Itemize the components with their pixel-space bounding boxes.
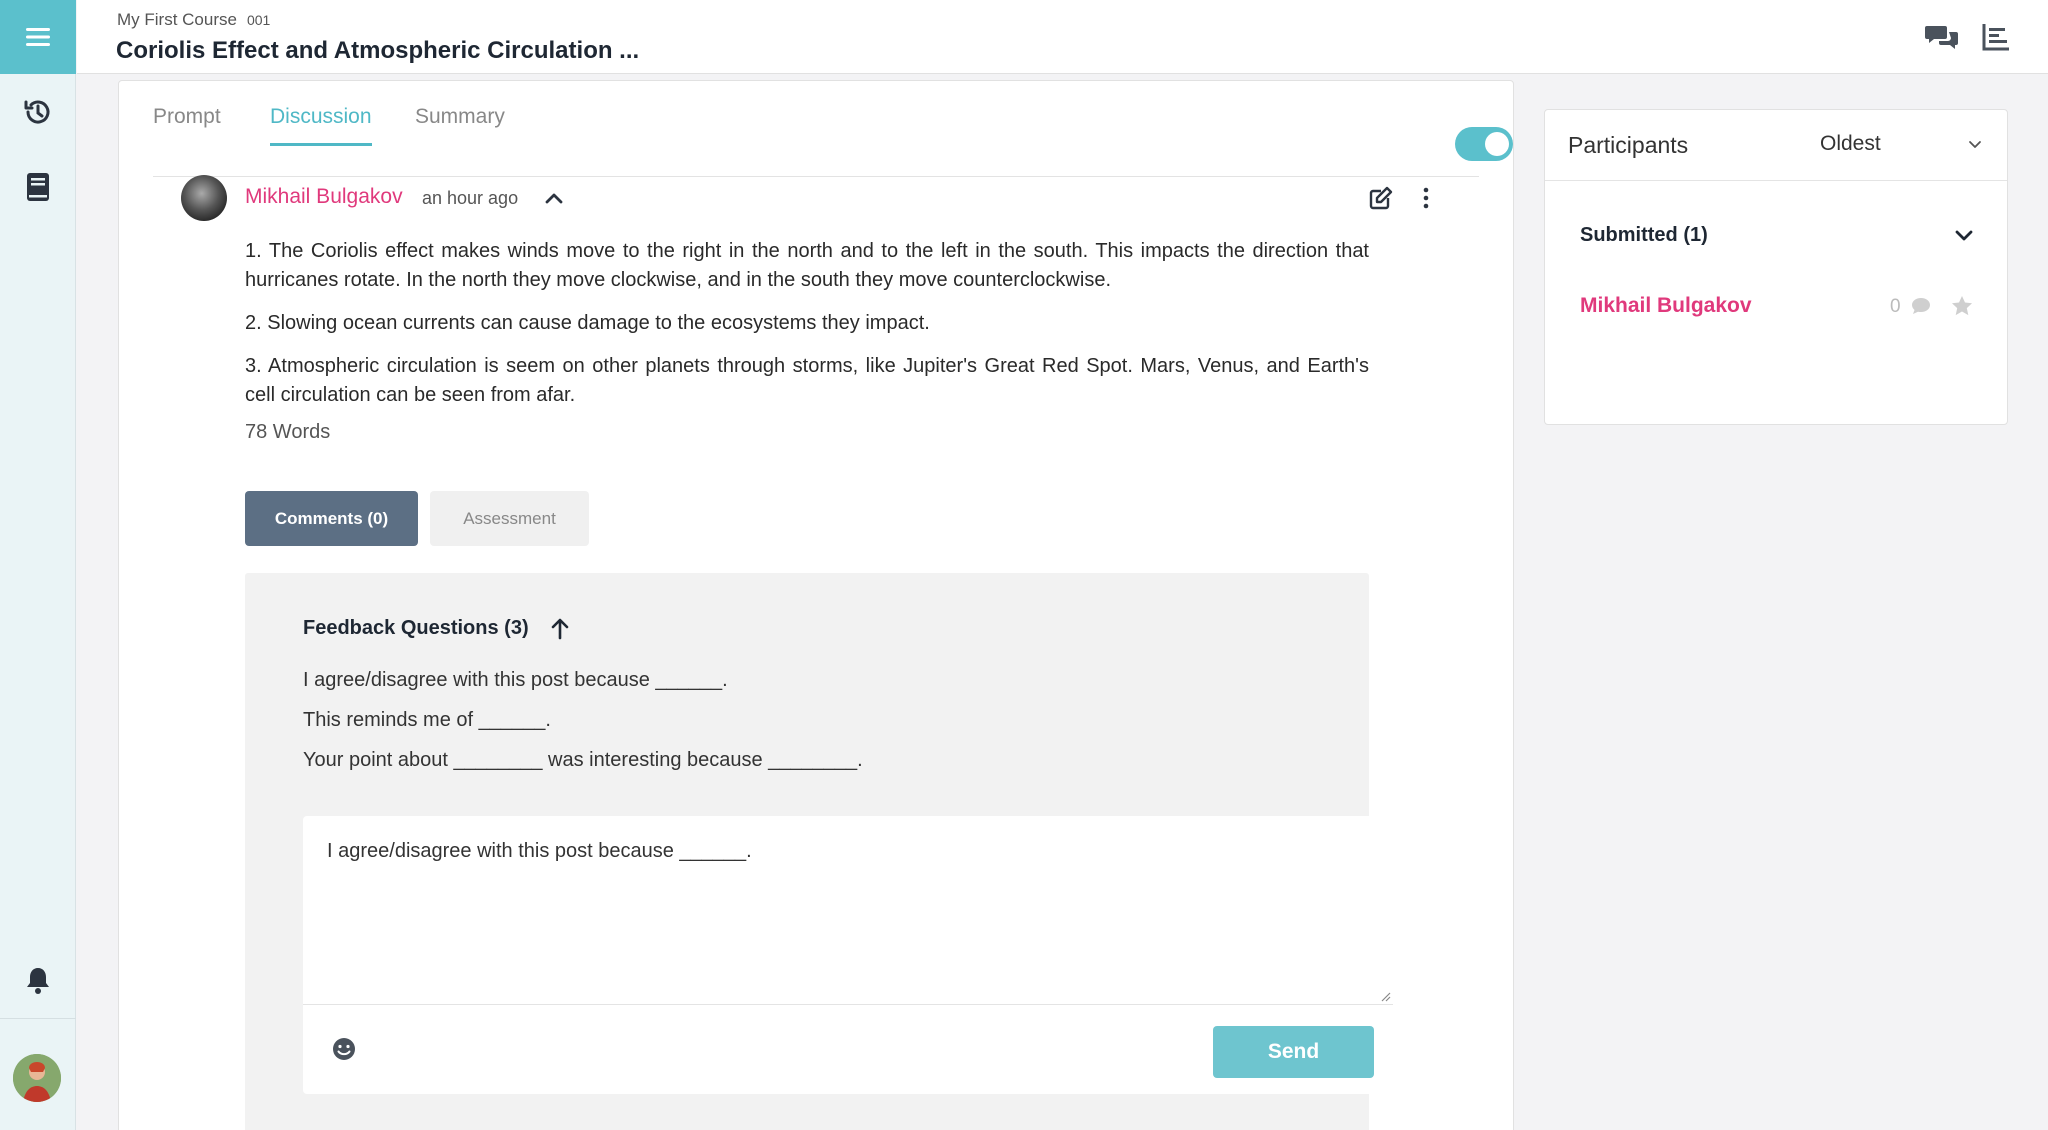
star-icon[interactable] — [1950, 294, 1974, 318]
chevron-down-icon[interactable] — [1953, 224, 1975, 246]
menu-button[interactable] — [0, 0, 76, 74]
comment-icon — [1910, 296, 1932, 316]
course-number: 001 — [246, 12, 271, 28]
feedback-question[interactable]: I agree/disagree with this post because ______. — [303, 669, 728, 691]
more-options-icon[interactable] — [1413, 185, 1439, 211]
panel-divider — [1545, 180, 2007, 181]
sidebar — [0, 0, 76, 1130]
submitted-group-label[interactable]: Submitted (1) — [1580, 224, 1708, 246]
feedback-question[interactable]: Your point about ________ was interesting because ________. — [303, 749, 863, 771]
toggle-knob — [1485, 132, 1509, 156]
hamburger-icon — [24, 25, 52, 49]
participant-name[interactable]: Mikhail Bulgakov — [1580, 294, 1752, 317]
sort-select[interactable]: Oldest — [1820, 132, 1881, 155]
emoji-icon[interactable] — [331, 1036, 357, 1062]
post-timestamp: an hour ago — [422, 188, 519, 208]
editor-divider — [303, 1004, 1393, 1005]
leaderboard-icon[interactable] — [1978, 20, 2014, 54]
participants-title: Participants — [1568, 132, 1689, 158]
post-paragraph: 2. Slowing ocean currents can cause damage to the ecosystems they impact. — [245, 312, 930, 334]
discussion-card — [118, 80, 1514, 1130]
post-paragraph: 3. Atmospheric circulation is seem on other planets through storms, like Jupiter's Great Red Spot. Mars, Venus, and Earth's cell circulation can be seen from afar. — [245, 355, 1369, 406]
course-name: My First Course — [117, 10, 237, 29]
sidebar-divider — [0, 1018, 76, 1019]
top-header — [77, 0, 2048, 74]
post-paragraph: 1. The Coriolis effect makes winds move to the right in the north and to the left in the south. This impacts the direction that hurricanes rotate. In the north they move clockwise, and in the south they move counterclockwise. — [245, 240, 1369, 291]
feedback-panel — [245, 573, 1369, 1130]
resize-handle-icon[interactable] — [1381, 992, 1391, 1002]
bell-icon[interactable] — [0, 960, 76, 1000]
send-button[interactable]: Send — [1213, 1026, 1374, 1078]
feedback-title: Feedback Questions (3) — [303, 617, 529, 639]
chat-icon[interactable] — [1924, 20, 1960, 54]
feedback-question[interactable]: This reminds me of ______. — [303, 709, 551, 731]
chevron-up-icon[interactable] — [541, 185, 567, 211]
author-avatar[interactable] — [181, 175, 227, 221]
chevron-down-icon[interactable] — [1965, 134, 1985, 154]
book-icon[interactable] — [0, 167, 76, 207]
tab-bar — [153, 105, 1479, 177]
tab-prompt[interactable]: Prompt — [153, 105, 221, 128]
course-label — [117, 10, 270, 30]
comment-editor[interactable] — [303, 816, 1393, 1094]
tab-discussion[interactable]: Discussion — [270, 105, 372, 146]
tab-summary[interactable]: Summary — [415, 105, 505, 128]
history-icon[interactable] — [0, 92, 76, 132]
assessment-tab-button[interactable]: Assessment — [430, 491, 589, 546]
comments-tab-button[interactable]: Comments (0) — [245, 491, 418, 546]
comment-input[interactable]: I agree/disagree with this post because ______. — [327, 840, 752, 862]
participant-comment-count: 0 — [1890, 296, 1901, 317]
post-body — [245, 237, 1369, 424]
word-count: 78 Words — [245, 421, 331, 443]
participants-panel — [1544, 109, 2008, 425]
post-author[interactable]: Mikhail Bulgakov — [245, 185, 403, 208]
page-title: Coriolis Effect and Atmospheric Circulation ... — [116, 37, 640, 64]
view-toggle[interactable] — [1455, 127, 1513, 161]
edit-icon[interactable] — [1368, 185, 1394, 211]
user-avatar[interactable] — [13, 1054, 61, 1102]
arrow-up-icon[interactable] — [549, 617, 571, 641]
